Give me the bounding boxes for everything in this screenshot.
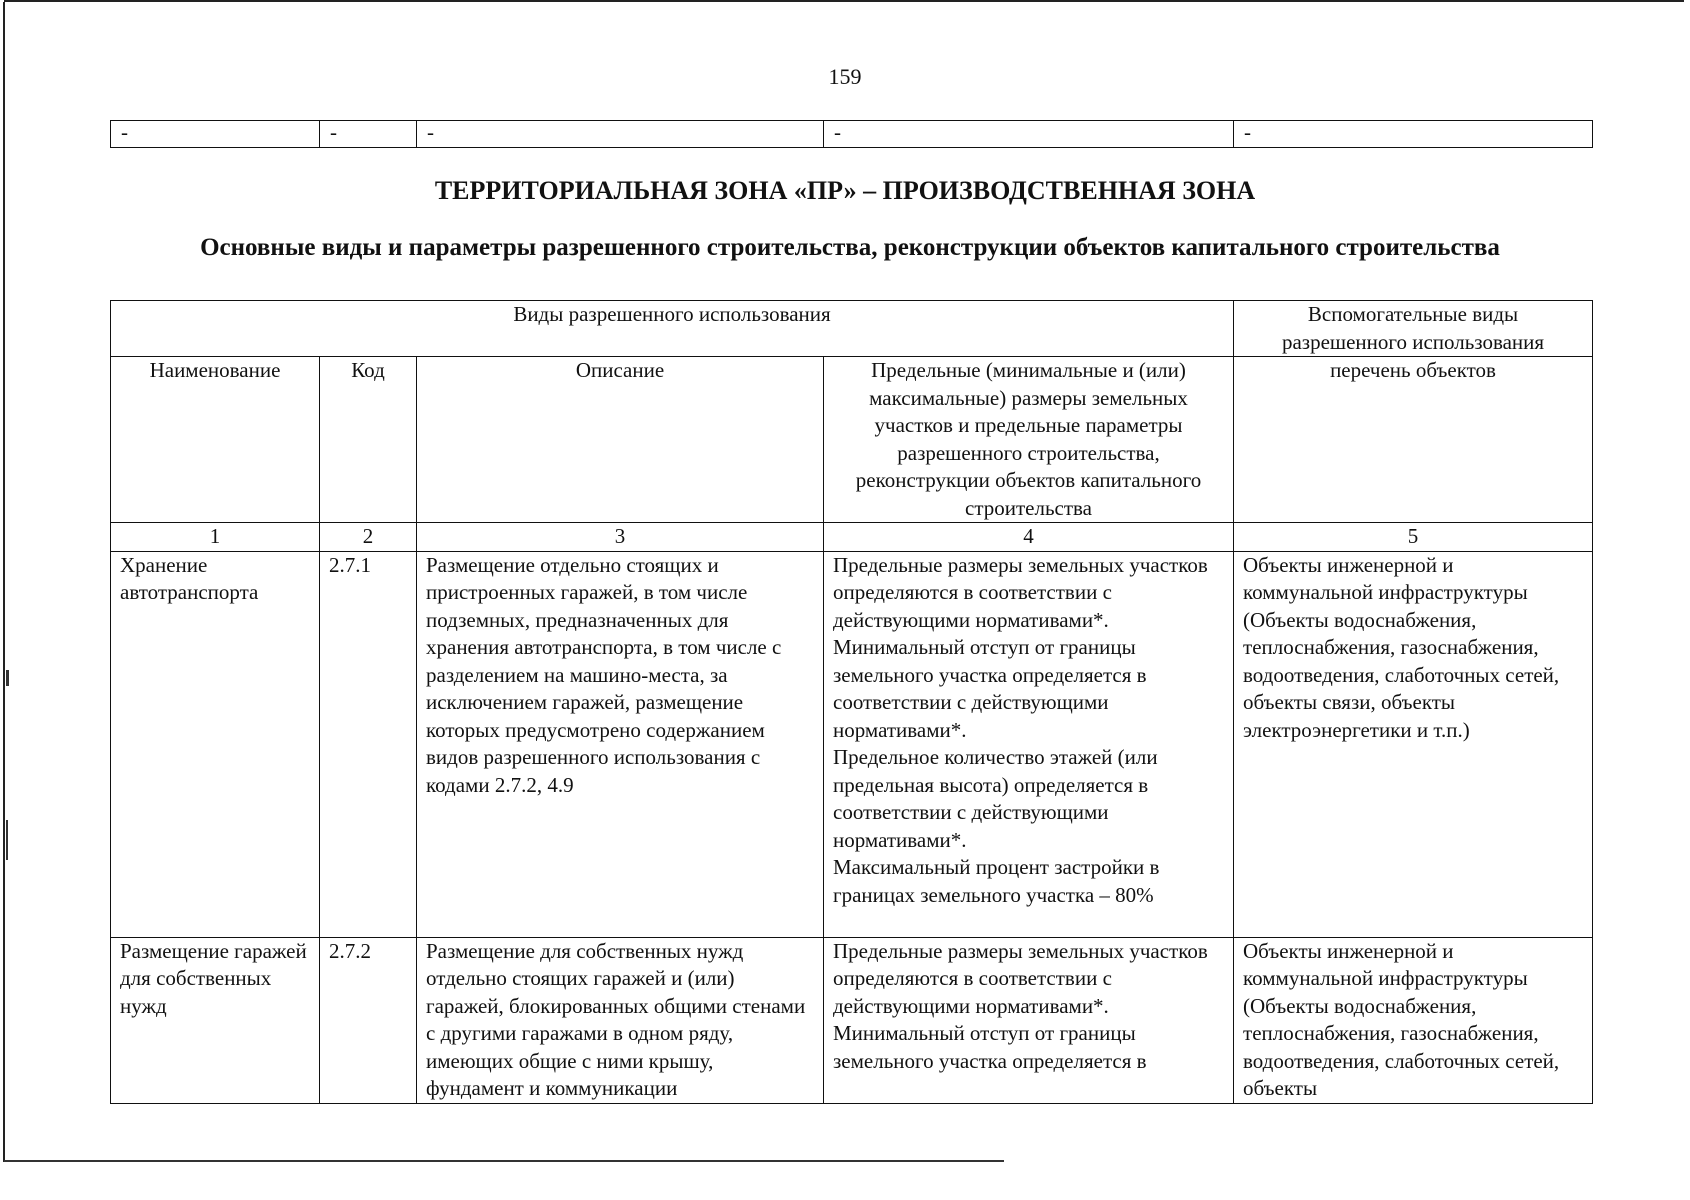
continuation-table — [110, 120, 1593, 148]
column-number-row — [111, 523, 1593, 552]
cell-description: Размещение для собственных нужд отдельно стоящих гаражей и (или) гаражей, блокированных общими стенами с другими гаражами в одном ряду, имеющих общие с ними крышу, фундамент и коммуникации — [417, 937, 824, 1103]
scan-mark — [6, 670, 9, 686]
header-description: Описание — [417, 357, 824, 523]
header-name: Наименование — [111, 357, 320, 523]
cell-limits — [824, 937, 1234, 1103]
table-group-header-row — [111, 301, 1593, 357]
header-objects: перечень объектов — [1234, 357, 1593, 523]
limit-line: Предельное количество этажей (или предельная высота) определяется в соответствии с действующими нормативами*. — [833, 745, 1158, 852]
scan-border-top — [4, 0, 1684, 2]
table-header-row — [111, 357, 1593, 523]
page-number: 159 — [828, 64, 862, 89]
limit-line: Минимальный отступ от границы земельного участка определяется в соответствии с действующими нормативами*. — [833, 635, 1147, 742]
scan-mark — [6, 820, 8, 860]
column-number: 2 — [320, 523, 417, 552]
group-header-main: Виды разрешенного использования — [111, 301, 1234, 357]
limit-line: Минимальный отступ от границы земельного участка определяется в — [833, 1021, 1147, 1073]
cell-description: Размещение отдельно стоящих и пристроенных гаражей, в том числе подземных, предназначенных для хранения автотранспорта, в том числе с разделением на машино-места, за исключением гаражей, размещение которых предусмотрено содержанием видов разрешенного использования с кодами 2.7.2, 4.9 — [417, 551, 824, 937]
limit-line: Максимальный процент застройки в границах земельного участка – 80% — [833, 855, 1160, 907]
cell-code: 2.7.1 — [320, 551, 417, 937]
column-number: 3 — [417, 523, 824, 552]
table-cell: - — [1234, 121, 1593, 148]
group-header-aux: Вспомогательные виды разрешенного использования — [1234, 301, 1593, 357]
cell-limits — [824, 551, 1234, 937]
table-cell: - — [111, 121, 320, 148]
column-number: 4 — [824, 523, 1234, 552]
zone-title: ТЕРРИТОРИАЛЬНАЯ ЗОНА «ПР» – ПРОИЗВОДСТВЕННАЯ ЗОНА — [434, 176, 1256, 205]
scan-border-bottom — [4, 1160, 1004, 1162]
cell-name: Хранение автотранспорта — [111, 551, 320, 937]
cell-objects: Объекты инженерной и коммунальной инфраструктуры (Объекты водоснабжения, теплоснабжения, газоснабжения, водоотведения, слаботочных сетей, объекты связи, объекты электроэнергетики и т.п.) — [1234, 551, 1593, 937]
table-cell: - — [320, 121, 417, 148]
table-row — [111, 937, 1593, 1103]
table-row — [111, 551, 1593, 937]
limit-line: Предельные размеры земельных участков определяются в соответствии с действующими нормативами*. — [833, 552, 1208, 632]
cell-code: 2.7.2 — [320, 937, 417, 1103]
header-code: Код — [320, 357, 417, 523]
cell-name: Размещение гаражей для собственных нужд — [111, 937, 320, 1103]
table-cell: - — [824, 121, 1234, 148]
limit-line: Предельные размеры земельных участков определяются в соответствии с действующими нормативами*. — [833, 938, 1208, 1018]
section-title: Основные виды и параметры разрешенного строительства, реконструкции объектов капитального строительства — [200, 234, 1500, 261]
header-limits: Предельные (минимальные и (или) максимальные) размеры земельных участков и предельные параметры разрешенного строительства, реконструкции объектов капитального строительства — [824, 357, 1234, 523]
zoning-table — [110, 300, 1593, 1104]
column-number: 5 — [1234, 523, 1593, 552]
cell-objects: Объекты инженерной и коммунальной инфраструктуры (Объекты водоснабжения, теплоснабжения, газоснабжения, водоотведения, слаботочных сетей, объекты — [1234, 937, 1593, 1103]
table-row — [111, 121, 1593, 148]
table-cell: - — [417, 121, 824, 148]
column-number: 1 — [111, 523, 320, 552]
